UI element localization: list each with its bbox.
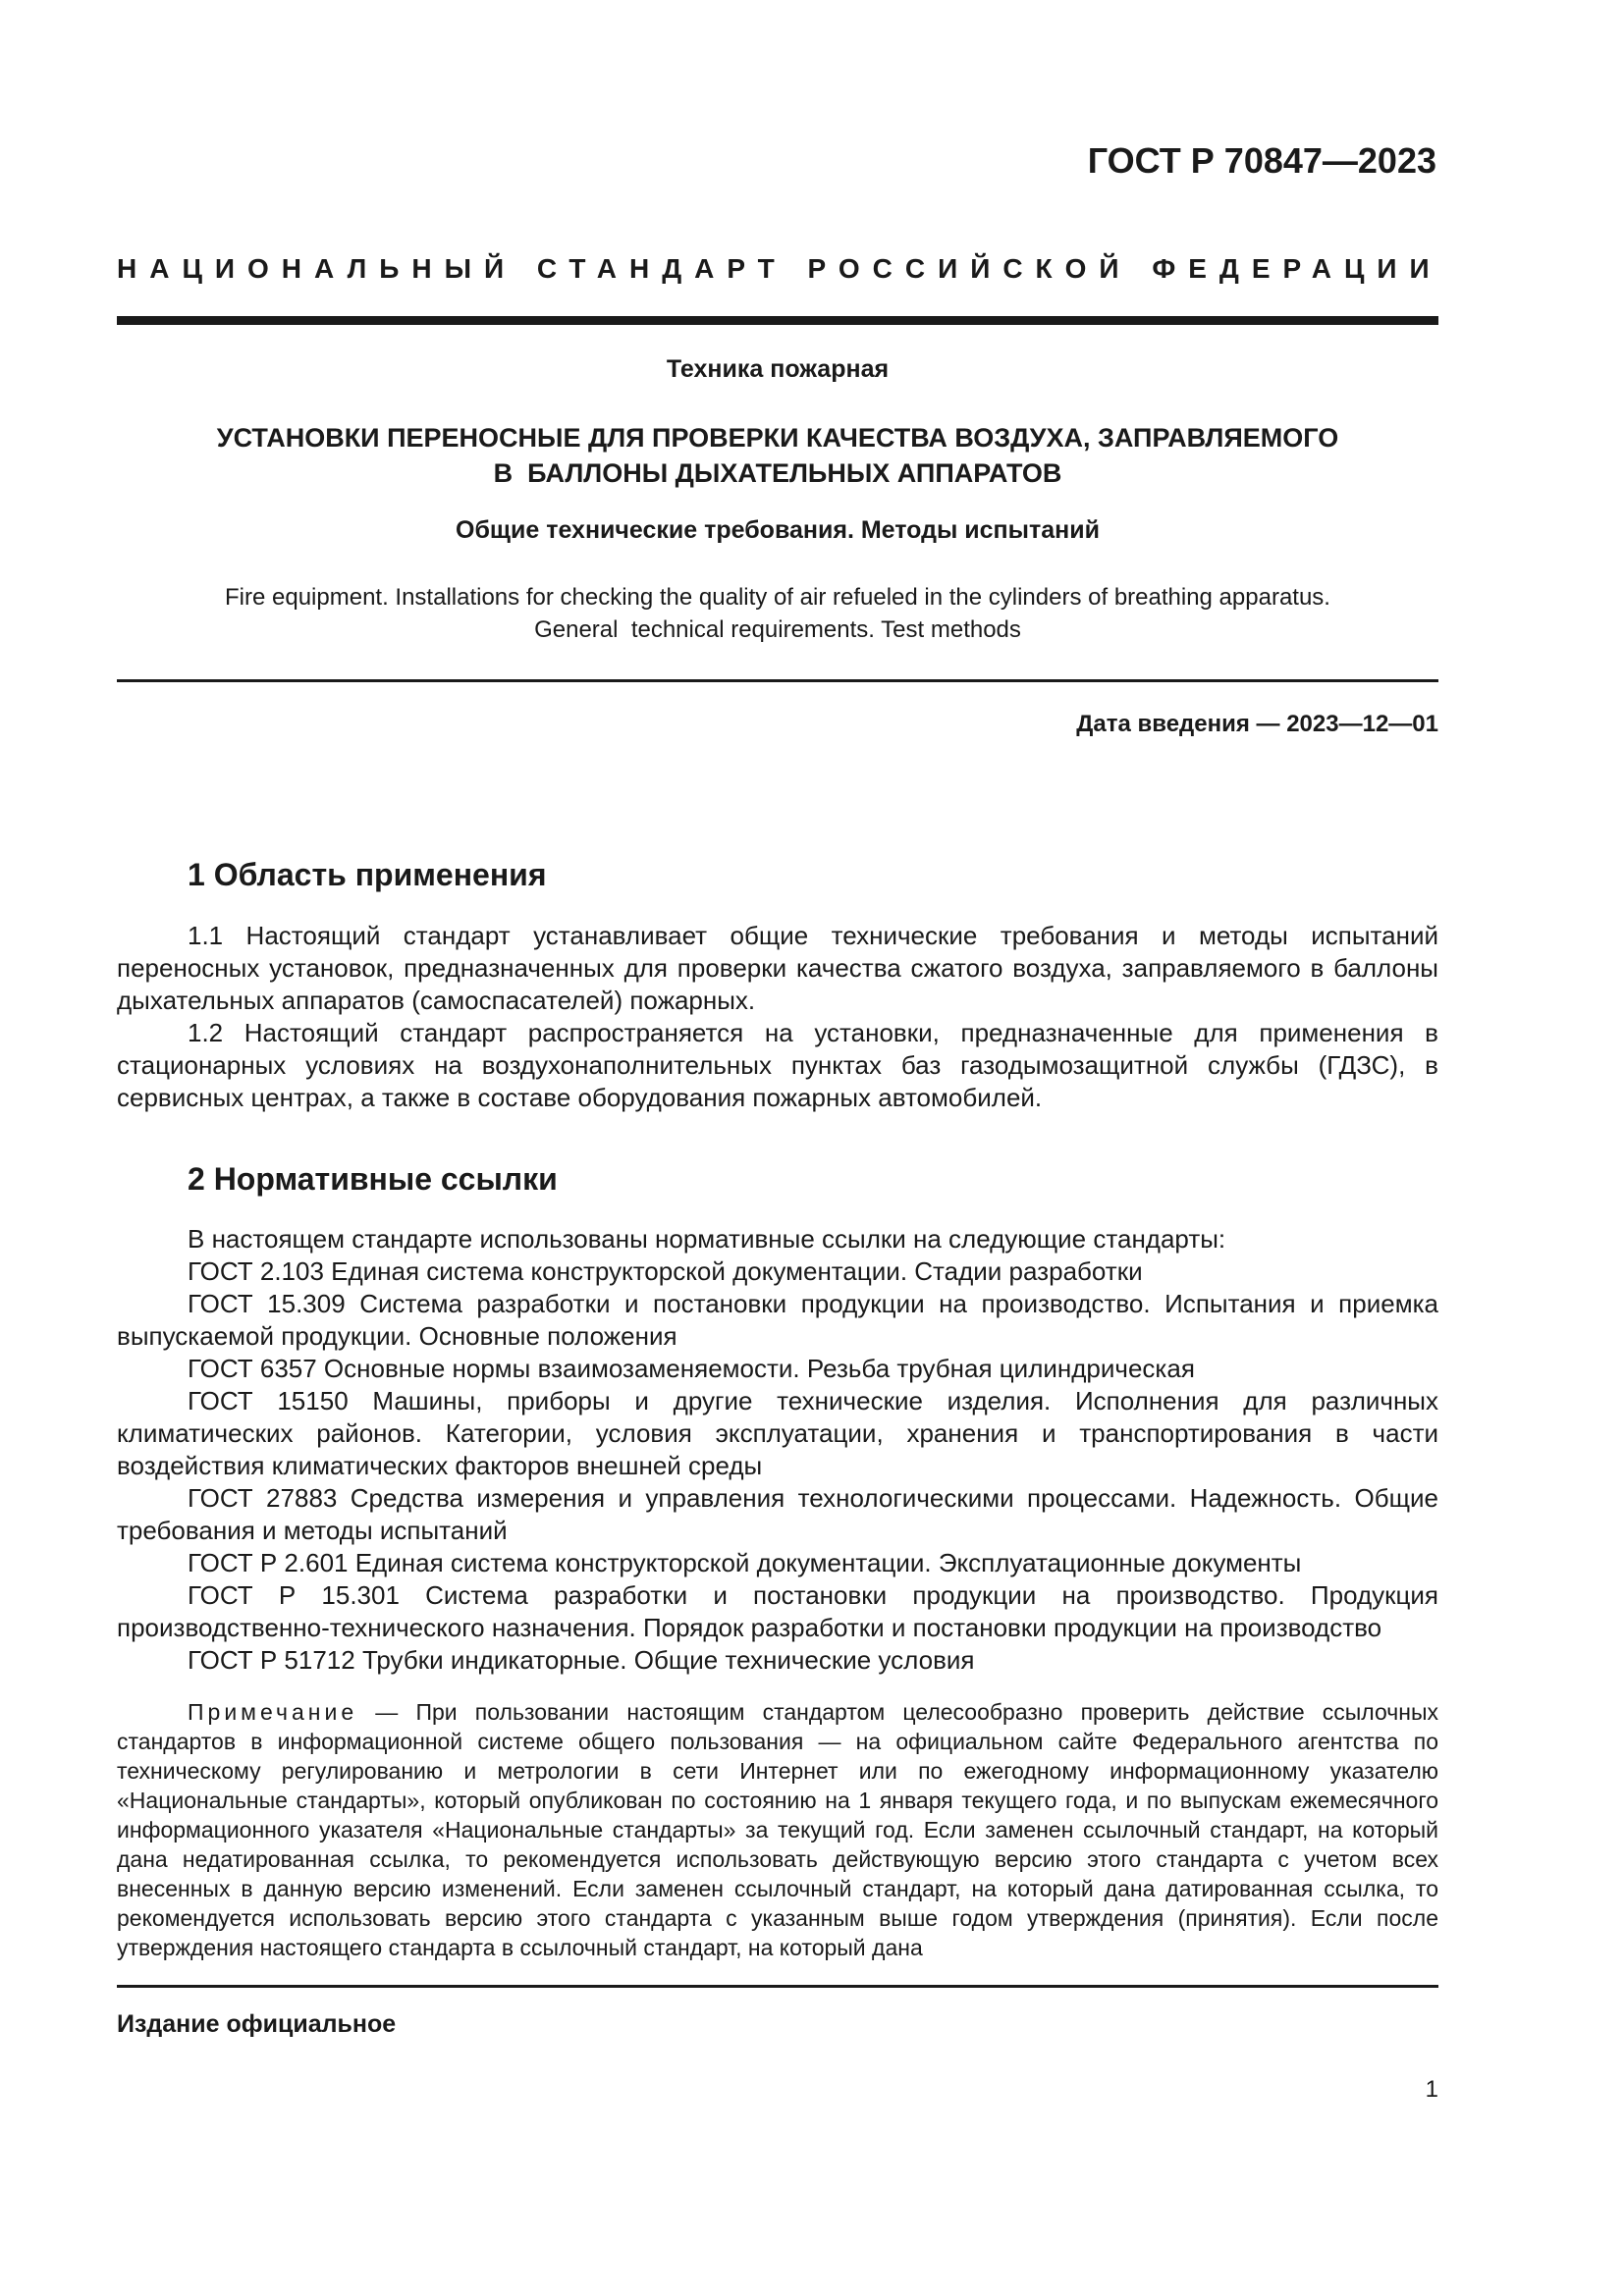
note-label: Примечание [188, 1699, 358, 1725]
section-1-paragraph-1: 1.1 Настоящий стандарт устанавливает общие технические требования и методы испытаний переносных установок, предназначенных для проверки качества сжатого воздуха, заправляемого в баллоны дыхательных аппаратов (самоспасателей) пожарных. [117, 921, 1438, 1015]
edition-label: Издание официальное [117, 2010, 397, 2038]
reference-item: ГОСТ 2.103 Единая система конструкторской документации. Стадии разработки [188, 1256, 1143, 1286]
reference-item: ГОСТ Р 2.601 Единая система конструкторской документации. Эксплуатационные документы [188, 1548, 1302, 1577]
reference-item: ГОСТ Р 15.301 Система разработки и постановки продукции на производство. Продукция производственно-технического назначения. Порядок разработки и постановки продукции на производство [117, 1580, 1438, 1642]
section-1-heading: 1 Область применения [188, 857, 547, 892]
reference-item: ГОСТ Р 51712 Трубки индикаторные. Общие технические условия [188, 1645, 975, 1675]
english-title-line-1: Fire equipment. Installations for checking the quality of air refueled in the cylinders of breathing apparatus. [225, 584, 1330, 611]
section-1-paragraph-2: 1.2 Настоящий стандарт распространяется на установки, предназначенные для применения в стационарных условиях на воздухонаполнительных пунктах баз газодымозащитной службы (ГДЗС), в сервисных центрах, а также в составе оборудования пожарных автомобилей. [117, 1018, 1438, 1112]
reference-item: ГОСТ 6357 Основные нормы взаимозаменяемости. Резьба трубная цилиндрическая [188, 1354, 1195, 1383]
references-intro: В настоящем стандарте использованы нормативные ссылки на следующие стандарты: [188, 1224, 1226, 1254]
section-1-body [117, 920, 1438, 1114]
standard-banner: НАЦИОНАЛЬНЫЙ СТАНДАРТ РОССИЙСКОЙ ФЕДЕРАЦИИ [117, 253, 1442, 284]
document-title-line-2: В БАЛЛОНЫ ДЫХАТЕЛЬНЫХ АППАРАТОВ [493, 458, 1062, 488]
document-category: Техника пожарная [666, 355, 890, 383]
reference-item: ГОСТ 27883 Средства измерения и управления технологическими процессами. Надежность. Общие требования и методы испытаний [117, 1483, 1438, 1545]
references-note [117, 1697, 1438, 1962]
document-number: ГОСТ Р 70847—2023 [1087, 140, 1436, 181]
document-subtitle: Общие технические требования. Методы испытаний [456, 516, 1100, 544]
english-title-line-2: General technical requirements. Test methods [534, 616, 1021, 643]
document-title-line-1: УСТАНОВКИ ПЕРЕНОСНЫЕ ДЛЯ ПРОВЕРКИ КАЧЕСТВА ВОЗДУХА, ЗАПРАВЛЯЕМОГО [216, 423, 1339, 453]
header-divider [117, 316, 1438, 325]
introduction-date: Дата введения — 2023—12—01 [1076, 711, 1438, 737]
page-number: 1 [1425, 2076, 1438, 2103]
title-divider [117, 679, 1438, 682]
normative-references [117, 1223, 1438, 1677]
footer-divider [117, 1985, 1438, 1988]
document-title [117, 420, 1438, 491]
reference-item: ГОСТ 15.309 Система разработки и постановки продукции на производство. Испытания и приемка выпускаемой продукции. Основные положения [117, 1289, 1438, 1351]
note-text: — При пользовании настоящим стандартом целесообразно проверить действие ссылочных стандартов в информационной системе общего пользования — на официальном сайте Федерального агентства по техническому регулированию и метрологии в сети Интернет или по ежегодному информационному указателю «Национальные стандарты», который опубликован по состоянию на 1 января текущего года, и по выпускам ежемесячного информационного указателя «Национальные стандарты» за текущий год. Если заменен ссылочный стандарт, на который дана недатированная ссылка, то рекомендуется использовать действующую версию этого стандарта с учетом всех внесенных в данную версию изменений. Если заменен ссылочный стандарт, на который дана датированная ссылка, то рекомендуется использовать версию этого стандарта с указанным выше годом утверждения (принятия). Если после утверждения настоящего стандарта в ссылочный стандарт, на который дана [117, 1699, 1438, 1960]
reference-item: ГОСТ 15150 Машины, приборы и другие технические изделия. Исполнения для различных климатических районов. Категории, условия эксплуатации, хранения и транспортирования в части воздействия климатических факторов внешней среды [117, 1386, 1438, 1480]
section-2-heading: 2 Нормативные ссылки [188, 1161, 558, 1197]
english-title [117, 581, 1438, 646]
